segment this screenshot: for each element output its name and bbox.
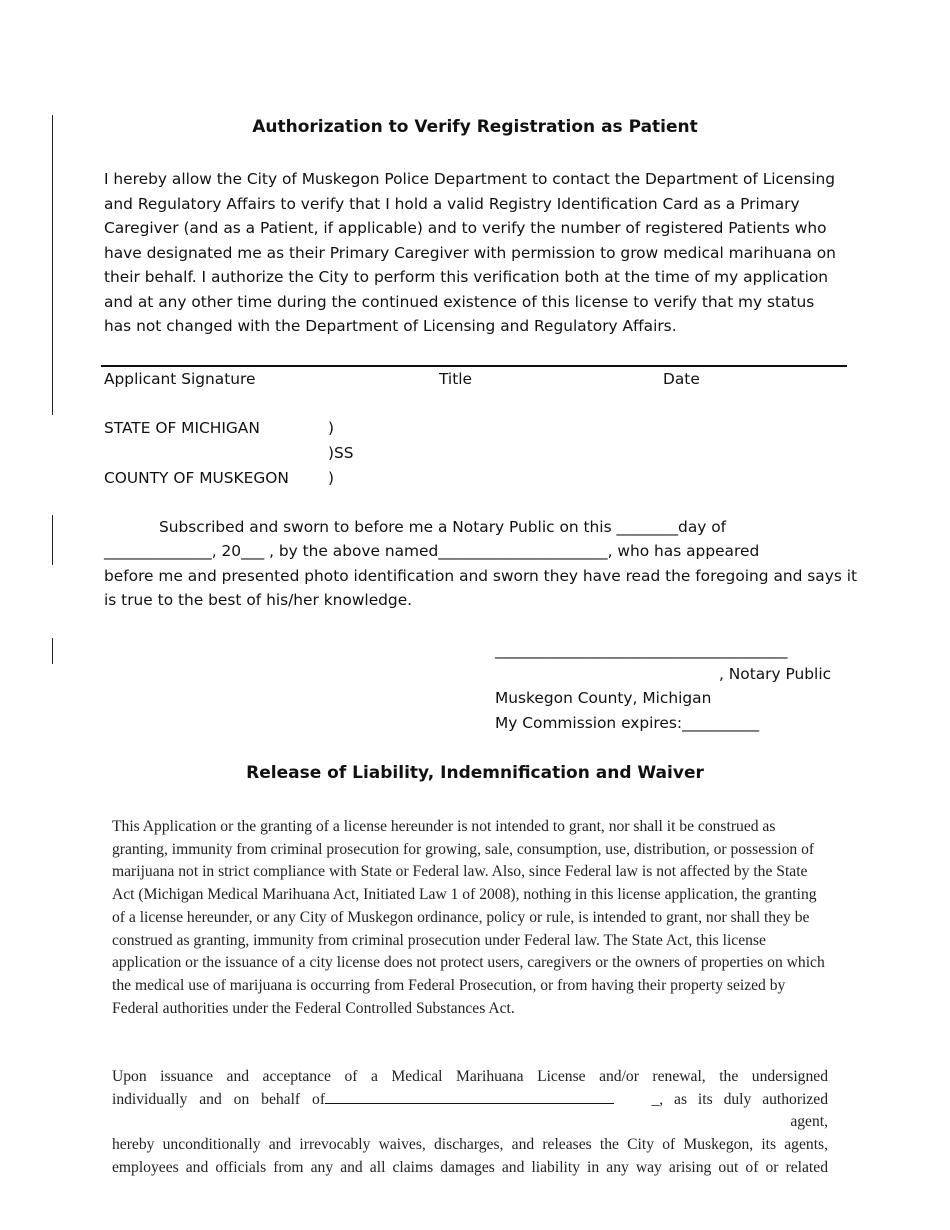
commission-expires: My Commission expires:__________ (495, 714, 760, 732)
change-bar (52, 115, 53, 415)
notary-county: Muskegon County, Michigan (495, 689, 712, 707)
date-label: Date (663, 370, 700, 388)
title-label: Title (439, 370, 472, 388)
release-paragraph-2 (112, 1066, 828, 1180)
county-label: COUNTY OF MUSKEGON (104, 469, 289, 487)
notary-public-label: , Notary Public (719, 665, 832, 683)
notary-line-4: is true to the best of his/her knowledge. (104, 591, 413, 609)
entity-name-blank[interactable] (325, 1090, 614, 1104)
applicant-signature-label: Applicant Signature (104, 370, 256, 388)
release-p2-line-4: employees and officials from any and all claims damages and liability in any way arising out of or related (112, 1158, 828, 1176)
notary-line-1: Subscribed and sworn to before me a Notary Public on this ________day of (159, 518, 727, 536)
state-label: STATE OF MICHIGAN (104, 419, 260, 437)
venue-bracket-ss: )SS (328, 444, 354, 462)
venue-bracket-bottom: ) (328, 469, 335, 487)
release-paragraph-1: This Application or the granting of a license hereunder is not intended to grant, nor shall it be construed as granting, immunity from criminal prosecution for growing, sale, consumption, use, distribution, or possession of marijuana not in strict compliance with State or Federal law. Also, since Federal law is not affected by the State Act (Michigan Medical Marihuana Act, Initiated Law 1 of 2008), nothing in this license application, the granting of a license hereunder, or any City of Muskegon ordinance, policy or rule, is intended to grant, nor shall they be construed as granting, immunity from criminal prosecution under Federal law. The State Act, this license application or the issuance of a city license does not protect users, caregivers or the owners of properties on which the medical use of marijuana is occurring from Federal Prosecution, or from having their property seized by Federal authorities under the Federal Controlled Substances Act. (112, 818, 825, 1017)
notary-signature-line[interactable]: ______________________________________ (495, 641, 788, 659)
release-p2-line-2 (112, 1089, 828, 1134)
authorization-body: I hereby allow the City of Muskegon Police Department to contact the Department of Licensing and Regulatory Affairs to verify that I hold a valid Registry Identification Card as a Primary Caregiver (and as a Patient, if applicable) and to verify the number of registered Patients who have designated me as their Primary Caregiver with permission to grow medical marihuana on their behalf. I authorize the City to perform this verification both at the time of my application and at any other time during the continued existence of this license to verify that my status has not changed with the Department of Licensing and Regulatory Affairs. (104, 170, 836, 335)
change-bar (52, 638, 53, 664)
notary-line-3: before me and presented photo identification and sworn they have read the foregoing and says it (104, 567, 858, 585)
change-bar (52, 515, 53, 565)
authorization-title: Authorization to Verify Registration as Patient (252, 117, 698, 137)
release-title: Release of Liability, Indemnification and Waiver (246, 763, 704, 783)
notary-line-2: ______________, 20___ , by the above named______________________, who has appeared (104, 542, 760, 560)
release-p2-line-2-end: _, as its duly authorized agent, (651, 1090, 828, 1131)
venue-bracket-top: ) (328, 419, 335, 437)
release-p2-line-2-start: individually and on behalf of (112, 1090, 326, 1108)
release-p2-line-3: hereby unconditionally and irrevocably waives, discharges, and releases the City of Muskegon, its agents, (112, 1136, 828, 1154)
release-p2-line-1: Upon issuance and acceptance of a Medical Marihuana License and/or renewal, the undersigned (112, 1068, 828, 1085)
